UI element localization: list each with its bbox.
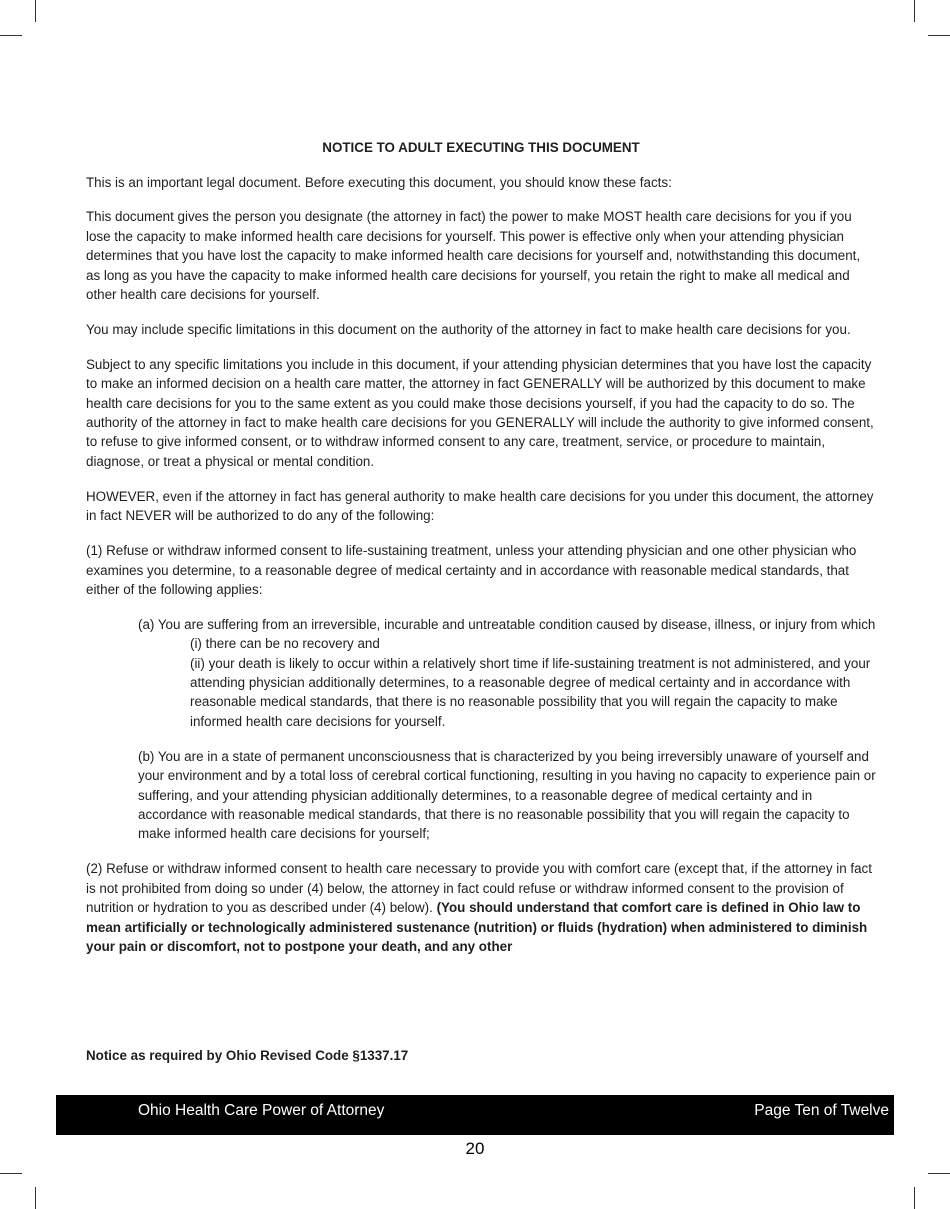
crop-mark-bottom-left [35,1187,36,1209]
crop-mark-top-left [35,0,36,22]
paragraph-designation: This document gives the person you designate (the attorney in fact) the power to make MOST health care decisions for you if you lose the capacity to make informed health care decisions for yourself. This power is effective only when your attending physician determines that you have lost the capacity to make informed health care decisions for yourself and, notwithstanding this document, as long as you have the capacity to make informed health care decisions for yourself, you retain the right to make all medical and other health care decisions for yourself. [86,209,861,303]
item-a-sub-i: (i) there can be no recovery and [190,636,380,652]
item-a-text: (a) You are suffering from an irreversible, incurable and untreatable condition caused by disease, illness, or injury from which [138,616,876,632]
crop-mark-bottom-right [928,1173,950,1174]
item-a [138,615,876,731]
paragraph-item-1: (1) Refuse or withdraw informed consent to life-sustaining treatment, unless your attending physician and one other physician who examines you determine, to a reasonable degree of medical certainty and in accordance with reasonable medical standards, that either of the following applies: [86,543,857,597]
item-a-sub-ii: (ii) your death is likely to occur within a relatively short time if life-sustaining treatment is not administered, and your attending physician additionally determines, to a reasonable degree of medical certainty and in accordance with reasonable medical standards, that there is no reasonable possibility that you will regain the capacity to make informed health care decisions for yourself. [190,655,871,729]
document-body [86,138,876,972]
paragraph-item-2 [86,859,876,956]
item-2-text: (2) Refuse or withdraw informed consent to health care necessary to provide you with comfort care (except that, if the attorney in fact is not prohibited from doing so under (4) below, the attorney in fact could refuse or withdraw informed consent to the provision of nutrition or hydration to you as described under (4) below). [86,861,872,916]
crop-mark-top-right [914,0,915,22]
crop-mark-bottom-right [914,1187,915,1209]
page-number: 20 [465,1139,485,1158]
intro-paragraph: This is an important legal document. Before executing this document, you should know these facts: [86,174,672,190]
crop-mark-top-right [928,35,950,36]
item-a-subitems [190,634,876,731]
paragraph-general-authority: Subject to any specific limitations you include in this document, if your attending physician determines that you have lost the capacity to make an informed decision on a health care matter, the attorney in fact GENERALLY will be authorized by this document to make health care decisions for you to the same extent as you could make those decisions yourself, if you had the capacity to do so. The authority of the attorney in fact to make health care decisions for you GENERALLY will include the authority to give informed consent, to refuse to give informed consent, or to withdraw informed consent to any care, treatment, service, or procedure to maintain, diagnose, or treat a physical or mental condition. [86,356,874,469]
paragraph-however: HOWEVER, even if the attorney in fact has general authority to make health care decisions for you under this document, the attorney in fact NEVER will be authorized to do any of the following: [86,488,874,524]
footer-document-name: Ohio Health Care Power of Attorney [138,1102,385,1119]
document-title: NOTICE TO ADULT EXECUTING THIS DOCUMENT [322,140,640,155]
crop-mark-top-left [0,35,22,36]
footer-bar [56,1095,894,1135]
item-2-bold-text: (You should understand that comfort care is defined in Ohio law to mean artificially or technologically administered sustenance (nutrition) or fluids (hydration) when administered to diminish your pain or discomfort, not to postpone your death, and any other [86,900,868,954]
item-b: (b) You are in a state of permanent unconsciousness that is characterized by you being irreversibly unaware of yourself and your environment and by a total loss of cerebral cortical functioning, resulting in you having no capacity to experience pain or suffering, and your attending physician additionally determines, to a reasonable degree of medical certainty and in accordance with reasonable medical standards, that there is no reasonable possibility that you will regain the capacity to make informed health care decisions for yourself; [138,748,876,842]
footer-page-label: Page Ten of Twelve [754,1102,889,1119]
statutory-notice: Notice as required by Ohio Revised Code §1337.17 [86,1048,409,1063]
crop-mark-bottom-left [0,1173,22,1174]
paragraph-limitations: You may include specific limitations in this document on the authority of the attorney in fact to make health care decisions for you. [86,321,851,337]
